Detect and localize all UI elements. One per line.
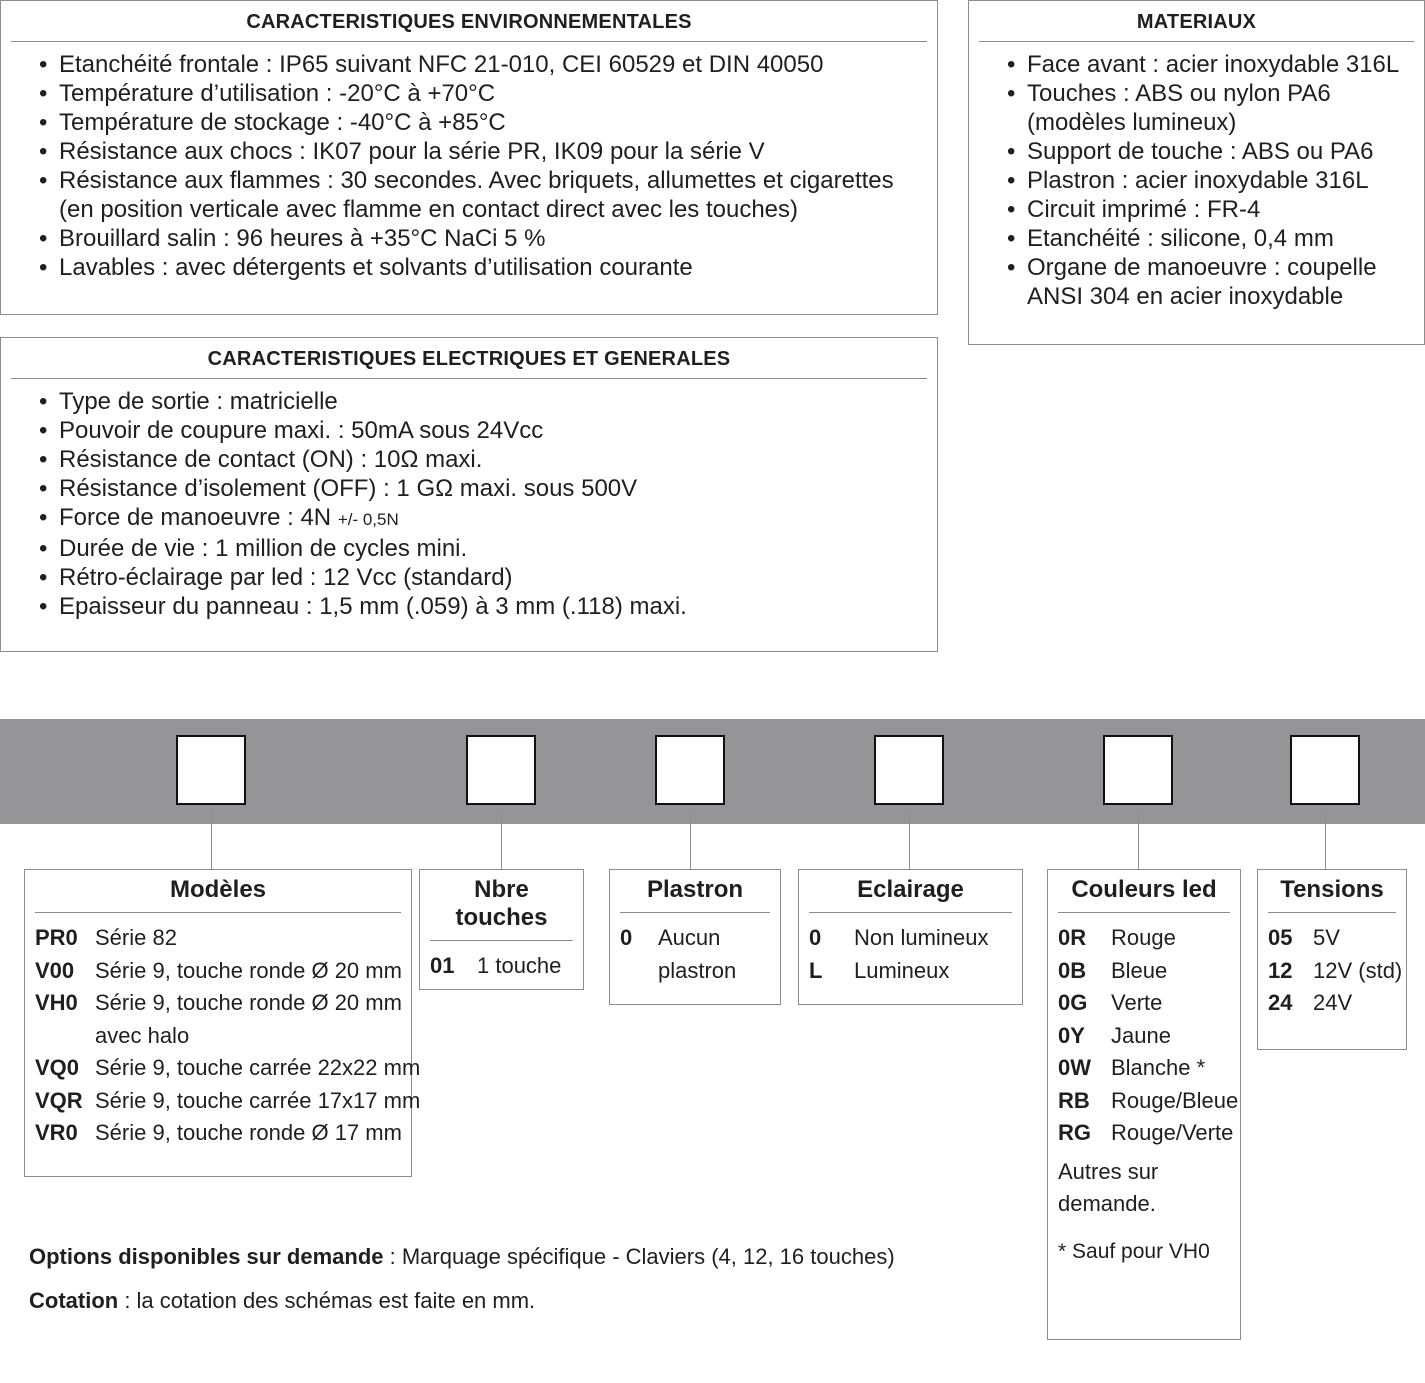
- connector-line: [1325, 810, 1326, 870]
- table-row: [809, 922, 1022, 955]
- list-item: • Brouillard salin : 96 heures à +35°C NaCi 5 %: [39, 224, 937, 253]
- list-item: • Résistance de contact (ON) : 10Ω maxi.: [39, 445, 937, 474]
- table-row: [1268, 987, 1406, 1020]
- list-item: • Epaisseur du panneau : 1,5 mm (.059) à 3 mm (.118) maxi.: [39, 592, 937, 621]
- code-desc: Série 9, touche carrée 22x22 mm: [95, 1055, 421, 1080]
- code-value: 24: [1268, 990, 1293, 1015]
- env-title: CARACTERISTIQUES ENVIRONNEMENTALES: [11, 1, 927, 42]
- connector-line: [501, 810, 502, 870]
- env-panel: [0, 0, 938, 315]
- code-desc: Jaune: [1111, 1022, 1171, 1048]
- code-desc: plastron: [658, 957, 737, 983]
- couleurs-title: Couleurs led: [1058, 870, 1230, 913]
- electrical-title: CARACTERISTIQUES ELECTRIQUES ET GENERALES: [11, 338, 927, 379]
- list-item-continued: (en position verticale avec flamme en contact direct avec les touches): [59, 196, 799, 223]
- tensions-rows: [1258, 913, 1406, 1020]
- list-item: • Etanchéité : silicone, 0,4 mm: [1007, 224, 1424, 253]
- couleurs-note-other: Autres sur: [1058, 1158, 1159, 1184]
- options-label: Options disponibles sur demande: [29, 1244, 384, 1269]
- electrical-panel: [0, 337, 938, 652]
- table-row: [1058, 1052, 1240, 1085]
- code-value: 0W: [1058, 1055, 1091, 1080]
- table-row: [35, 1117, 411, 1150]
- code-slot-tensions[interactable]: [1290, 735, 1360, 805]
- code-desc: 24V: [1313, 990, 1353, 1015]
- list-item: [39, 503, 937, 534]
- list-item: • Résistance aux flammes : 30 secondes. Avec briquets, allumettes et cigarettes: [39, 166, 937, 195]
- list-item: • Rétro-éclairage par led : 12 Vcc (standard): [39, 563, 937, 592]
- code-value: V00: [35, 957, 75, 983]
- code-desc: Aucun: [658, 925, 721, 950]
- code-value: 05: [1268, 925, 1293, 950]
- code-desc: Série 82: [95, 925, 177, 950]
- list-item: • Touches : ABS ou nylon PA6: [1007, 79, 1424, 108]
- code-value: L: [809, 957, 823, 983]
- code-value: RG: [1058, 1120, 1091, 1145]
- force-label: Force de manoeuvre : 4N: [59, 504, 332, 531]
- code-value: VQR: [35, 1087, 83, 1113]
- cotation-line: [29, 1288, 535, 1314]
- tensions-box: [1257, 869, 1407, 1050]
- table-row: [35, 1085, 421, 1118]
- code-slot-plastron[interactable]: [655, 735, 725, 805]
- code-value: 12: [1268, 957, 1293, 983]
- table-row: [620, 955, 780, 988]
- list-item-continued: ANSI 304 en acier inoxydable: [1027, 283, 1344, 310]
- table-row: [809, 955, 1022, 988]
- cotation-label: Cotation: [29, 1288, 119, 1313]
- code-value: VQ0: [35, 1055, 80, 1080]
- table-row: [1058, 1117, 1240, 1150]
- code-desc: Série 9, touche ronde Ø 20 mm: [95, 990, 402, 1015]
- code-value: 0G: [1058, 990, 1088, 1015]
- code-desc: 1 touche: [477, 953, 562, 978]
- code-desc: Lumineux: [854, 957, 950, 983]
- list-item: • Plastron : acier inoxydable 316L: [1007, 166, 1424, 195]
- list-item: • Durée de vie : 1 million de cycles mini.: [39, 534, 937, 563]
- modeles-box: [24, 869, 421, 1177]
- plastron-rows: [610, 913, 780, 987]
- table-row: [620, 922, 780, 955]
- list-item: • Type de sortie : matricielle: [39, 387, 937, 416]
- modeles-rows: [25, 913, 421, 1150]
- connector-line: [690, 810, 691, 870]
- code-desc: avec halo: [95, 1022, 190, 1048]
- couleurs-note-demand: demande.: [1058, 1191, 1156, 1216]
- materials-panel: [968, 0, 1425, 345]
- table-row: [1058, 1085, 1240, 1118]
- list-item: • Organe de manoeuvre : coupelle: [1007, 253, 1424, 282]
- code-desc: Série 9, touche ronde Ø 17 mm: [95, 1120, 402, 1145]
- connector-line: [909, 810, 910, 870]
- code-value: 0B: [1058, 957, 1087, 983]
- table-row: [35, 1052, 421, 1085]
- table-row: [1268, 955, 1406, 988]
- plastron-title: Plastron: [620, 870, 770, 913]
- table-row: [1058, 1020, 1240, 1053]
- env-list: [1, 42, 937, 282]
- options-line: [29, 1244, 895, 1270]
- electrical-list: [1, 379, 937, 621]
- table-row: [35, 922, 411, 955]
- materials-list: [969, 42, 1424, 311]
- code-desc: Non lumineux: [854, 925, 989, 950]
- code-slot-modeles[interactable]: [176, 735, 246, 805]
- code-desc: Rouge/Verte: [1111, 1120, 1234, 1145]
- code-value: VH0: [35, 990, 78, 1015]
- table-row: [35, 1020, 411, 1053]
- plastron-box: [609, 869, 781, 1005]
- table-row: [1058, 955, 1240, 988]
- list-item: • Etanchéité frontale : IP65 suivant NFC 21-010, CEI 60529 et DIN 40050: [39, 50, 937, 79]
- touches-title: Nbre touches: [430, 870, 573, 941]
- code-value: [620, 955, 658, 988]
- table-row: [1058, 922, 1240, 955]
- code-desc: Bleue: [1111, 957, 1168, 983]
- couleurs-rows: [1048, 913, 1240, 1150]
- touches-box: [419, 869, 584, 990]
- list-item: • Lavables : avec détergents et solvants d’utilisation courante: [39, 253, 937, 282]
- code-desc: 12V (std): [1313, 957, 1403, 983]
- eclairage-title: Eclairage: [809, 870, 1012, 913]
- table-row: [1058, 987, 1240, 1020]
- code-desc: Verte: [1111, 990, 1163, 1015]
- code-value: 0R: [1058, 925, 1087, 950]
- list-item: • Température d’utilisation : -20°C à +70°C: [39, 79, 937, 108]
- list-item: • Face avant : acier inoxydable 316L: [1007, 50, 1424, 79]
- table-row: [430, 950, 583, 983]
- code-value: 0: [620, 925, 633, 950]
- list-item: • Circuit imprimé : FR-4: [1007, 195, 1424, 224]
- couleurs-note-except: * Sauf pour VH0: [1058, 1239, 1210, 1263]
- cotation-text: : la cotation des schémas est faite en mm.: [118, 1288, 536, 1313]
- modeles-title: Modèles: [35, 870, 401, 913]
- code-desc: Rouge: [1111, 925, 1176, 950]
- code-value: 0Y: [1058, 1022, 1085, 1048]
- touches-rows: [420, 941, 583, 983]
- code-desc: Série 9, touche ronde Ø 20 mm: [95, 957, 402, 983]
- code-value: VR0: [35, 1120, 78, 1145]
- force-tolerance: +/- 0,5N: [337, 510, 399, 529]
- options-text: : Marquage spécifique - Claviers (4, 12, 16 touches): [383, 1244, 895, 1269]
- eclairage-rows: [799, 913, 1022, 987]
- table-row: [35, 955, 411, 988]
- list-item-continued: (modèles lumineux): [1027, 109, 1237, 136]
- table-row: [35, 987, 411, 1020]
- list-item: • Résistance d’isolement (OFF) : 1 GΩ maxi. sous 500V: [39, 474, 937, 503]
- list-item: • Pouvoir de coupure maxi. : 50mA sous 24Vcc: [39, 416, 937, 445]
- tensions-title: Tensions: [1268, 870, 1396, 913]
- code-desc: Série 9, touche carrée 17x17 mm: [95, 1087, 421, 1113]
- code-value: 01: [430, 953, 455, 978]
- list-item: • Température de stockage : -40°C à +85°C: [39, 108, 937, 137]
- connector-line: [211, 810, 212, 870]
- code-desc: Blanche *: [1111, 1055, 1206, 1080]
- code-value: [35, 1020, 95, 1053]
- code-slot-eclairage[interactable]: [874, 735, 944, 805]
- code-desc: 5V: [1313, 925, 1340, 950]
- list-item: • Résistance aux chocs : IK07 pour la série PR, IK09 pour la série V: [39, 137, 937, 166]
- code-value: PR0: [35, 925, 78, 950]
- eclairage-box: [798, 869, 1023, 1005]
- code-value: 0: [809, 925, 822, 950]
- list-item: • Support de touche : ABS ou PA6: [1007, 137, 1424, 166]
- code-slot-touches[interactable]: [466, 735, 536, 805]
- connector-line: [1138, 810, 1139, 870]
- code-slot-couleurs[interactable]: [1103, 735, 1173, 805]
- code-value: RB: [1058, 1087, 1090, 1113]
- table-row: [1268, 922, 1406, 955]
- materials-title: MATERIAUX: [979, 1, 1414, 42]
- couleurs-box: [1047, 869, 1241, 1340]
- code-desc: Rouge/Bleue: [1111, 1087, 1239, 1113]
